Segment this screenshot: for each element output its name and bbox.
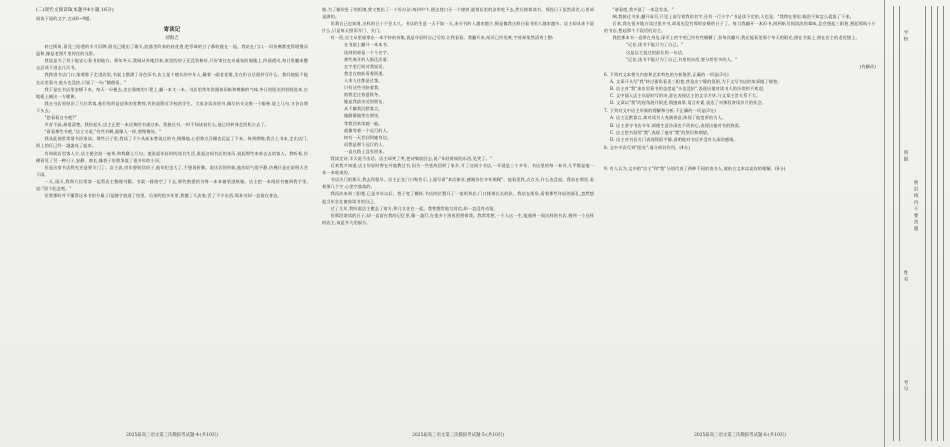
question-6-option-c: C. 文中插入店主年轻时写的诗,意在表现店主的文学才华,与文章主旨关系不大。 (610, 93, 761, 99)
question-7-option-d: D. 店主对书店关门表现得很平静,说明他对书店并没有太深的感情。 (610, 136, 738, 142)
poem-line: 等我回来读她一遍。 (344, 120, 383, 126)
poem-line: 一直在路上没有回来。 (344, 148, 387, 154)
paragraph: 我说是为了找个能安心看书的地方。那年冬天,我刚从外地回来,家里的房子还没装修好,只好寄住在亲戚家的阁楼上,四面透风,每日里翻来覆去总读不进去几页书。 (36, 58, 308, 71)
question-6-stem: 6. 下列对文本相关内容和艺术特色的分析鉴赏,正确的一项是(3分) (604, 71, 729, 77)
seal-line (899, 6, 900, 441)
binding-margin (884, 0, 950, 447)
paragraph: 转过街角,看见三阳巷的半爿旧牌,阳光已爬出了墙头,院落里吹来的桂花香,把零碎的日子都收拢在一起。我站在门口,一切仿佛都变得缓慢而温和,像是老照片里停住的光影。 (36, 44, 308, 57)
poem-line: 我坐在窗前看着街道, (344, 70, 385, 76)
paragraph: 这是店主说过的最长的一句话。 (626, 49, 687, 55)
question-7-option-c: C. 店主把书留给"我",表现了他对"我"的赏识和期望。 (610, 129, 712, 135)
poem-line: 只有这些书陪着我, (344, 85, 380, 91)
poem-line: 就像等着一个远行的人, (344, 127, 389, 133)
seal-line (943, 6, 944, 441)
seal-line (925, 6, 926, 441)
seal-line (893, 6, 894, 441)
poem-line: 她是我最亲近的朋友, (344, 99, 385, 105)
article-author: 刘海吉 (165, 36, 179, 42)
seal-line (931, 6, 932, 441)
binding-label-name: 姓名 (903, 270, 908, 284)
paragraph: 我读完诗,半天说不出话。店主却笑了笑,把诗集收回去,说:"年轻时候的东西,见笑了。" (330, 155, 492, 161)
paragraph: 有一回,店主从里屋拿出一本手抄的诗集,说是年轻时自己写的,让我看看。我翻开来,纸页已经发黄,字迹却依然清秀工整: (330, 35, 554, 41)
page-footer-1: 2025届高三语文第三次模拟考试题-4-(共10页) (126, 433, 218, 438)
question-9-stem: 9. 有人认为,文中的"店主"和"我"分别代表了两种不同的读书人,请结合文本谈谈你的理解。(6分) (604, 165, 786, 171)
question-7-option-b: B. 店主坚守书店多年,即使生意冷清也不改初心,表现出他对书的热爱。 (610, 122, 744, 128)
poem-line: 在字里行间对我说话。 (344, 63, 387, 69)
paragraph: 啊,我接过书来,翻开扉页,只见上面写着我的名字,还有一行小字:"书是读不完的,人也是。"我愣在那里,眼泪不知怎么就流了下来。 (612, 14, 854, 20)
paragraph: "看看那些书吧,"店主又说,"有些书啊,就像人一样,要慢慢处。" (44, 129, 162, 135)
binding-warning: 密封线内不要答题 (913, 180, 918, 233)
poem-line: 读到的却是一个个名字。 (344, 49, 392, 55)
page-column-3 (604, 6, 876, 424)
question-7-stem: 7. 下列对文中店主形象的理解和分析,不正确的一项是(3分) (604, 108, 716, 114)
paragraph: 我跨进书店门口,缩着脖子走进店里,书架上摆满了各色旧书,店主是个瘦长的中年人,戴着一副老花镜,坐在柜台后面抄写什么。我问他能不能在店里看书,他头也没抬,只说了一句:"随便看。" (36, 72, 308, 85)
paragraph: 但我自己也知道,这样的日子不会太久。书店的生意一天不如一天,来买书的人越来越少,倒是像我这样白看书的人越来越多。店主却从来不说什么,只是每天照旧开门、关门。 (322, 21, 594, 34)
paragraph: 有时候店里客人少,店主便会泡一壶茶,和我聊上几句。他说起年轻时的读书生活,说起这间书店的来历,说起那些来来去去的客人。我听着,仿佛看见了另一种日子,安静、绵长,像巷子里那条流了很多年的小河。 (36, 150, 308, 163)
paragraph: 但我那时并不懂得这本书的分量,只是随手放进了包里。后来的很多年里,我搬了几次家,丢了不少东西,那本书却一直留在身边。 (44, 193, 282, 199)
paragraph: "记住,读书不能只为了自己。" (626, 42, 683, 48)
paragraph: 后来,我在很多地方读过很多书,却再也没有那样安静的日子了。每当我翻开一本旧书,闻到纸页间淡淡的霉味,总会想起三阳巷,想起那间小小的书店,想起那个不说话的店主。 (604, 21, 876, 34)
poem-line: 在书架上翻开一本本书, (344, 42, 389, 48)
paragraph: "请看吧,我多留了一本没有卖。" (612, 7, 674, 12)
paragraph: "您看看这书吧?" (44, 115, 77, 121)
paragraph: 但是这家书店终究还是要关门了。店主说,房东要收回房子,他年纪也大了,不想再折腾。说这话的时候,他的语气很平静,仿佛只是在说明天会下雨。 (36, 164, 308, 177)
poem-line: 而我是那个远行的人, (344, 141, 385, 147)
question-7-option-a: A. 店主沉默寡言,却对读书人充满善意,体现了他宽厚的为人。 (610, 115, 727, 121)
page-footer-2: 2025届高三语文第三次模拟考试题-5-(共10页) (412, 433, 504, 438)
paragraph: 我再次来到三阳巷,已是多年以后。巷子变了模样,书店的位置开了一家奶茶店,门口排着长长的队。我站在街角,看着那些年轻的面孔,忽然想起当年坐在窗前读书的自己。 (322, 191, 594, 204)
seal-line (937, 6, 938, 441)
binding-label-class: 班级 (903, 150, 908, 164)
paragraph: 书店关门的那天,我去得很早。店主正在门口贴告示,上面写着"本店歇业,感谢各位多年照顾"。他看见我,点点头,什么也没说。我站在那里,看着那几个字,心里空落落的。 (322, 177, 594, 190)
paragraph: 脸,为了解决肚子的饥饿,我又想出了一个好办法:每到中午,便去巷口买一个烧饼,就着店里的凉茶吃下去,然后接着读书。那段日子虽然清苦,心里却是满的。 (322, 7, 594, 20)
page-column-1 (36, 6, 308, 424)
poem-line: 陪我走过春夏秋冬。 (344, 92, 383, 98)
paragraph: 后来我才知道,店主年轻时曾在外地教过书,因为一些变故回到了家乡,开了这间小书店,一开就是三十多年。书店里的每一本书,几乎都是他一本一本收来的。 (322, 163, 594, 176)
paragraph: 过了几年,我听说店主搬去了南方,和儿女住在一起。我曾想给他写封信,却一直没有动笔。 (330, 205, 498, 211)
question-6-option-a: A. 文章开头写"我"转过街角看见三阳巷,营造出宁静的氛围,为下文写书店的故事做了铺垫。 (610, 78, 782, 84)
paragraph: 我从此便常常借书回家读。那些日子里,我读了不少从前未曾读过的书,慢慢地,心里那点浮躁也沉淀了下来。每到傍晚,我合上书本,走出店门,街上的灯已经一盏盏亮了起来。 (36, 136, 308, 149)
paragraph: 我把那本书一直带在身边,扉页上的字迹已经有些模糊了,但每次翻开,我还能看见那个冬天的阳光,照在书架上,照在店主的老花镜上。 (612, 35, 860, 41)
poem-line: 终有一天会回到她身边。 (344, 134, 392, 140)
poem-line: 她静静地等在那里, (344, 113, 380, 119)
binding-label-id: 考号 (903, 380, 908, 394)
paragraph: "记住,读书不能只为了自己,书里的东西,要分给更多的人。" (626, 56, 738, 62)
question-6-option-d: D. 文章以"我"的视角展开叙述,情感真挚,语言朴素,表达了对那段寄读岁月的怀念。 (610, 100, 767, 106)
question-8-stem: 8. 文中多次写到"阳光",请分析其作用。(4分) (604, 144, 690, 150)
article-title: 寄读记 (163, 27, 181, 34)
poem-line: 从不嫌我沉默寡言。 (344, 106, 383, 112)
binding-label-school: 学校 (903, 30, 908, 44)
page-column-2 (322, 6, 594, 424)
source-note: (有删改) (859, 63, 876, 69)
question-6-option-b: B. 店主对"我"来店里看书的态度是"头也没抬",表现出他对读书人的冷淡和不欢迎。 (610, 86, 768, 92)
paragraph: 但那段寄读的日子,却一直留在我的记忆里,像一盏灯,在很多个黑夜里照着我。我常常想,一个人这一生,能遇到一间这样的书店,遇到一个这样的店主,该是多大的福分。 (322, 212, 594, 225)
paragraph: 一天,雨天,我和几位常客一起帮店主整理书籍。书架一排排空了下去,那些熟悉的书脊一本本被装进纸箱。店主把一本线装书塞到我手里,说:"留个纪念吧。" (36, 178, 308, 191)
paragraph: 声音不高,却很清楚。我抬起头,店主正把一本泛黄的书递过来。我接过书,一时不知该说什么,他已经转身走回柜台去了。 (44, 122, 269, 128)
paragraph: 我在书店里结识了几位常客,他们有的是退休的老教师,有的是附近学校的学生。大家各读各的书,偶尔抬头交换一个眼神,说上几句,又各自埋下头去。 (36, 100, 308, 113)
page-footer-3: 2025届高三语文第三次模拟考试题-6-(共10页) (694, 433, 786, 438)
poem-line: 那些离开的人都还活着, (344, 56, 389, 62)
section-header: (二)现代文阅读Ⅱ(本题共4小题,16分) (36, 8, 114, 13)
instruction: 阅读下面的文字,完成6~9题。 (36, 16, 94, 21)
poem-line: 人来人往都是过客。 (344, 77, 383, 83)
paragraph: 我于是在书店里安顿下来。每天一早便去,坐在靠窗的小凳上,翻一本又一本。书店里常年弥漫着旧纸和樟脑的气味,冬日的阳光斜斜照进来,在地板上铺出一方暖黄。 (36, 86, 308, 99)
